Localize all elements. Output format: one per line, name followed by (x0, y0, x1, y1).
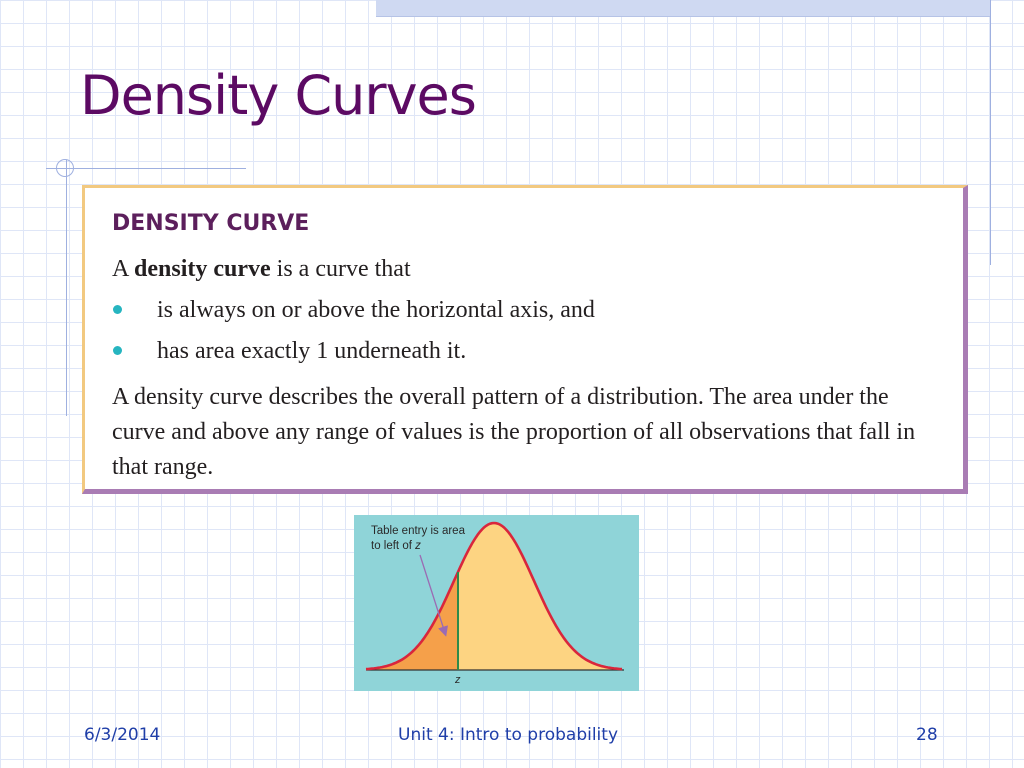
bullet-icon (113, 305, 122, 314)
intro-suffix: is a curve that (270, 256, 411, 282)
bullet-text: is always on or above the horizontal axis, and (157, 297, 595, 323)
intro-term: density curve (134, 256, 271, 282)
annotation-line-1: Table entry is area (371, 525, 465, 537)
annotation-variable: z (415, 540, 421, 552)
slide-title: Density Curves (80, 64, 476, 127)
footer-date: 6/3/2014 (84, 725, 161, 745)
normal-curve-figure (354, 515, 639, 691)
bullet-text: has area exactly 1 underneath it. (157, 338, 467, 364)
definition-paragraph: A density curve describes the overall pattern of a distribution. The area under the curve and above any range of values is the proportion of all observations that fall in that range. (112, 384, 916, 480)
decorative-rule-left (66, 160, 67, 416)
intro-prefix: A (112, 256, 135, 282)
decorative-rule-right (990, 0, 991, 265)
annotation-line-2 (371, 540, 421, 552)
page-number: 28 (916, 725, 938, 745)
bullet-icon (113, 346, 122, 355)
title-underline (46, 168, 246, 169)
z-axis-label: z (455, 674, 461, 686)
circle-ornament-icon (56, 159, 74, 177)
annotation-text: to left of (371, 540, 416, 552)
definition-heading: DENSITY CURVE (112, 211, 310, 236)
definition-box (82, 185, 968, 494)
header-band (376, 0, 990, 17)
footer-title: Unit 4: Intro to probability (398, 725, 619, 745)
definition-intro (112, 256, 411, 283)
